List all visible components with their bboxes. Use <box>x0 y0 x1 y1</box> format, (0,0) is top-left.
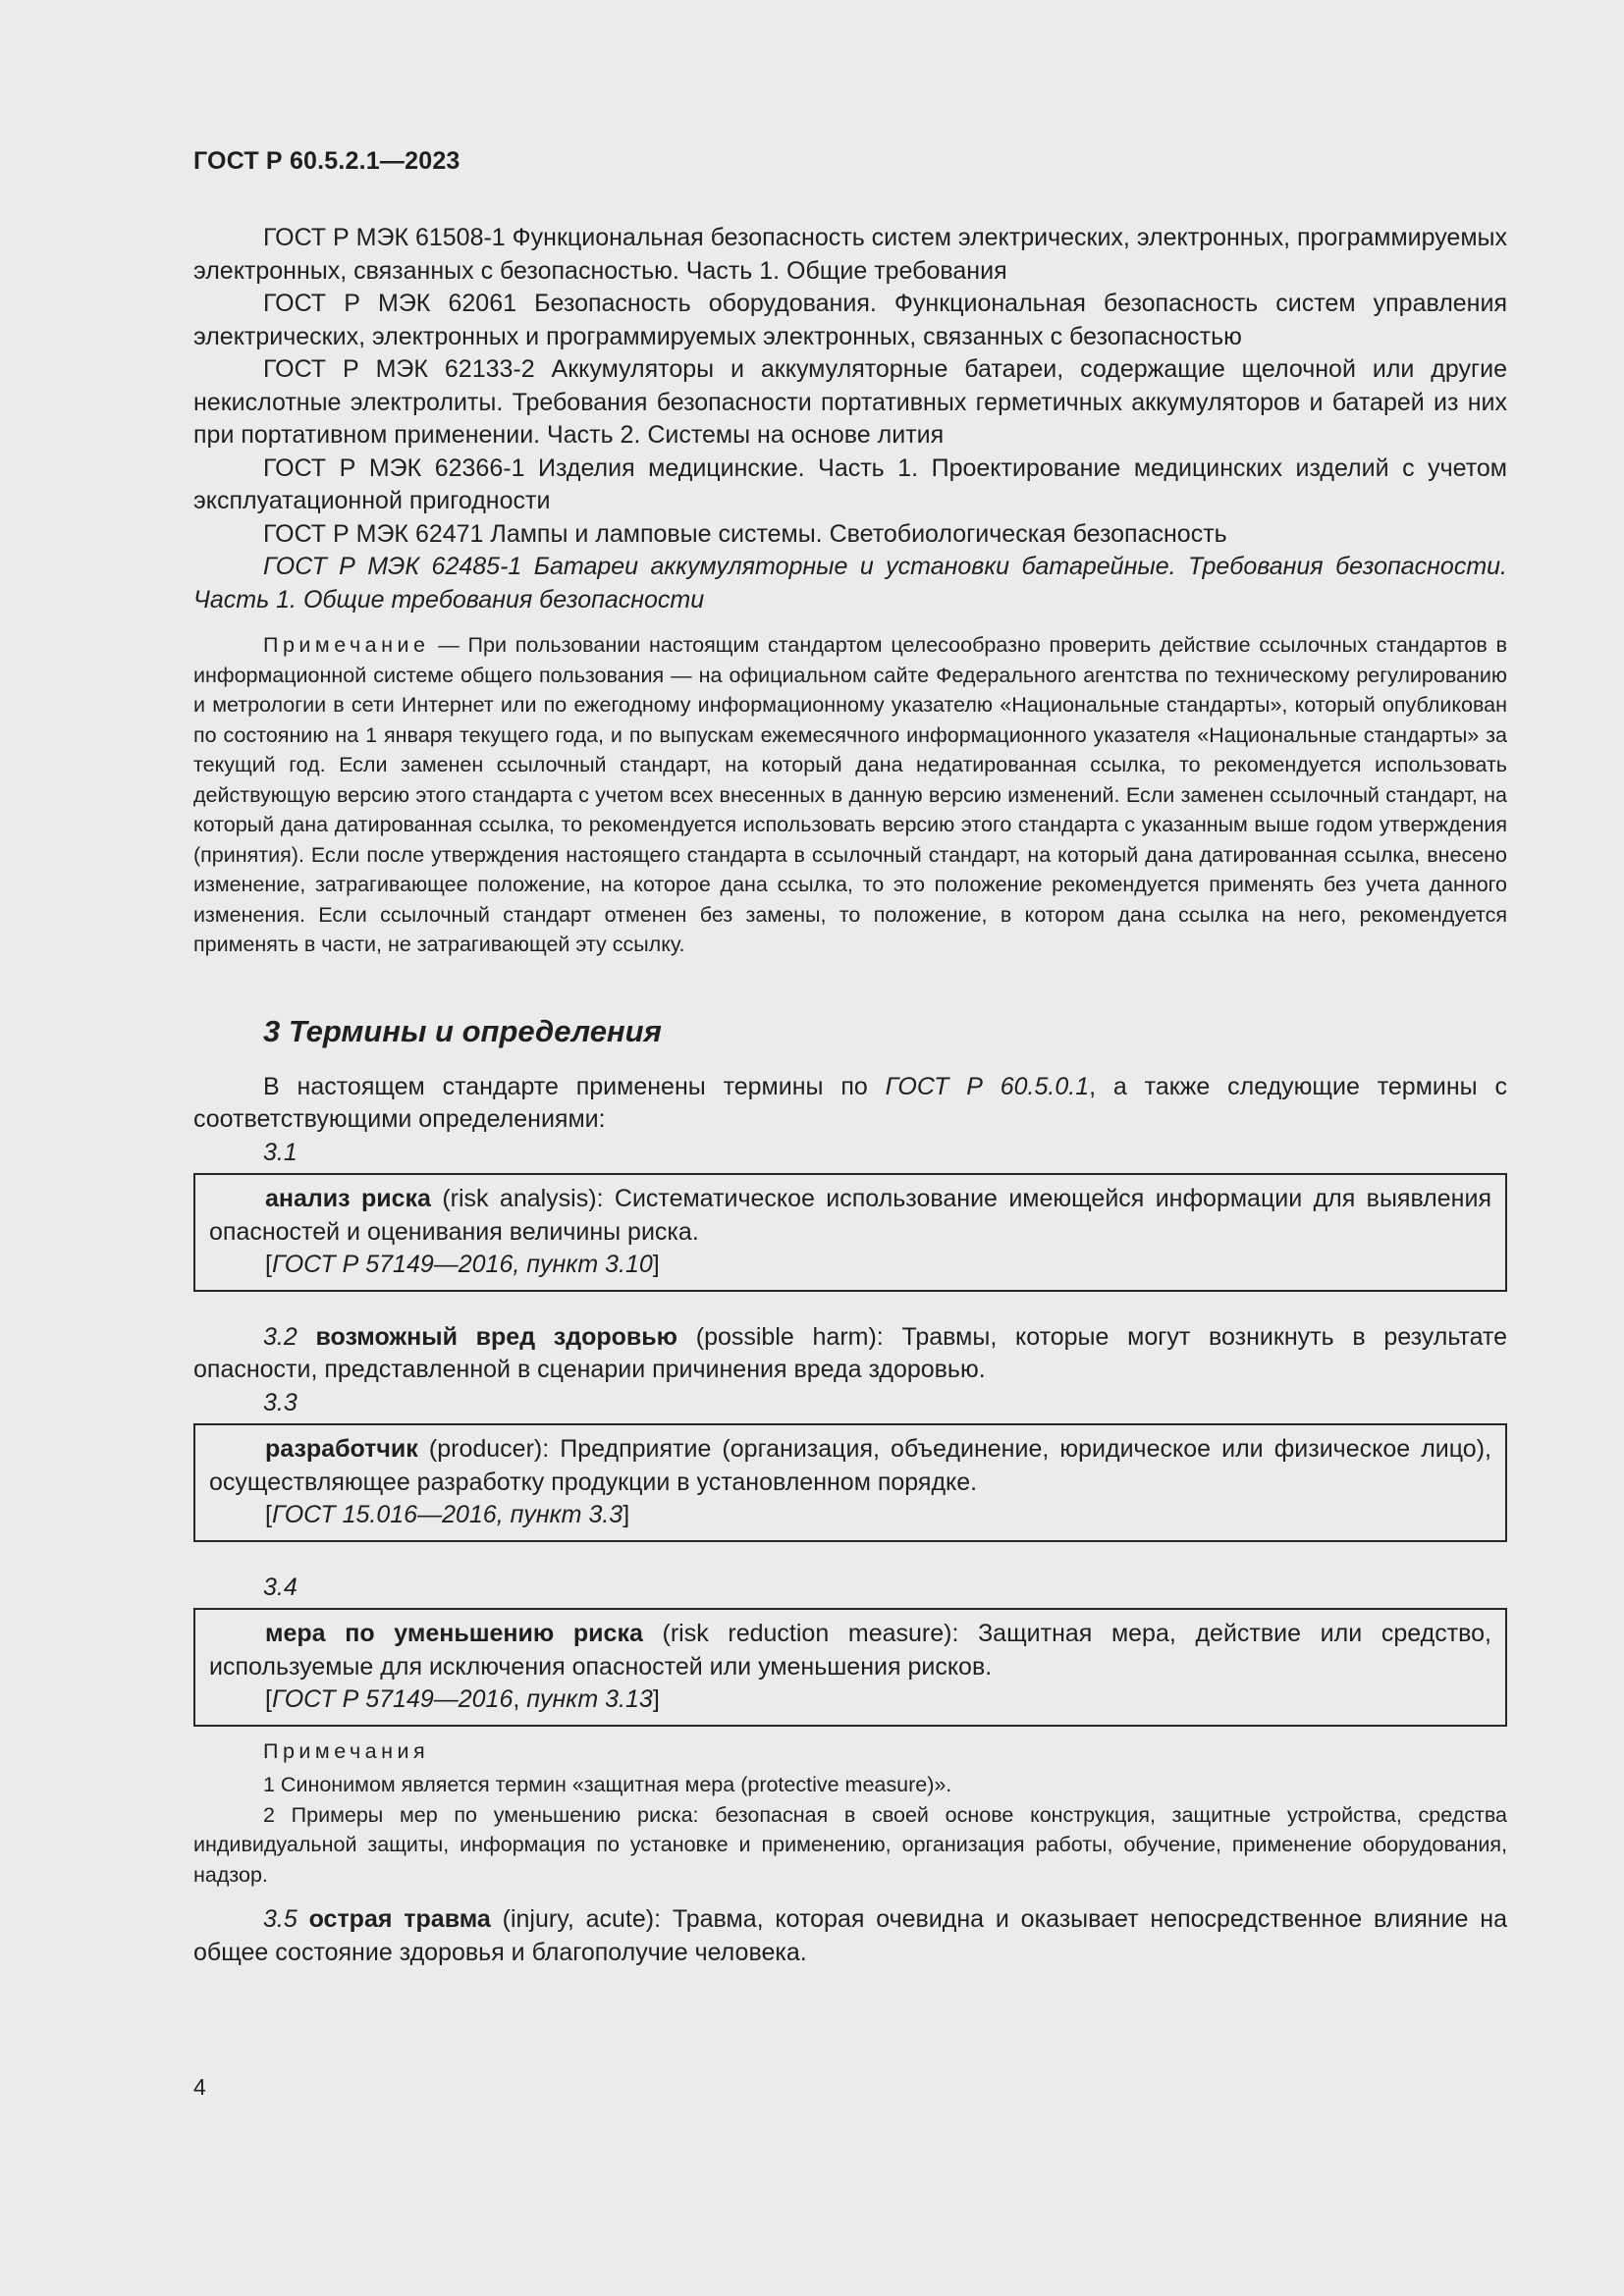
term-english: (producer): <box>417 1435 561 1463</box>
term-name: острая травма <box>308 1905 491 1933</box>
term-number: 3.4 <box>263 1573 298 1601</box>
notes-title: Примечания <box>263 1738 430 1763</box>
references-note <box>193 630 1507 960</box>
term-text: Травма, которая очевидна и оказывает непосредственное влияние на общее состояние здоровья и благополучие человека. <box>193 1905 1507 1966</box>
reference-item-italic: ГОСТ Р МЭК 62485-1 Батареи аккумуляторные и установки батарейные. Требования безопасности. Часть 1. Общие требования безопасности <box>193 553 1507 614</box>
term-source-clause: пункт 3.13 <box>526 1685 653 1713</box>
term-definition <box>209 1433 1491 1499</box>
section-intro <box>193 1071 1507 1137</box>
term-name: разработчик <box>265 1435 418 1463</box>
reference-item: ГОСТ Р МЭК 62133-2 Аккумуляторы и аккумуляторные батареи, содержащие щелочной или другие некислотные электролиты. Требования безопасности портативных герметичных аккумуляторов и батарей из них при портативном применении. Часть 2. Системы на основе лития <box>193 355 1507 449</box>
term-number: 3.5 <box>263 1905 298 1933</box>
term-text: Предприятие (организация, объединение, юридическое или физическое лицо), осуществляющее разработку продукции в установленном порядке. <box>209 1435 1491 1496</box>
term-name: мера по уменьшению риска <box>265 1620 643 1647</box>
term-english: (possible harm): <box>677 1322 902 1351</box>
term-source-ref: ГОСТ Р 57149—2016, пункт 3.10 <box>271 1251 653 1278</box>
term-number: 3.1 <box>263 1138 298 1166</box>
term-definition-unboxed <box>193 1903 1507 1969</box>
term-number: 3.3 <box>263 1388 298 1416</box>
term-source-ref: ГОСТ 15.016—2016, пункт 3.3 <box>271 1501 623 1528</box>
page-number: 4 <box>193 2074 206 2100</box>
term-source-ref: ГОСТ Р 57149—2016 <box>271 1685 514 1713</box>
term-box <box>193 1608 1507 1727</box>
note-label: Примечание <box>263 633 430 657</box>
term-source: [ГОСТ 15.016—2016, пункт 3.3] <box>265 1501 630 1528</box>
term-box <box>193 1423 1507 1542</box>
intro-text-end: , а также следующие термины с соответствующими определениями: <box>193 1072 1507 1133</box>
intro-reference: ГОСТ Р 60.5.0.1 <box>885 1072 1090 1100</box>
term-name: возможный вред здоровью <box>315 1322 678 1351</box>
term-text: Систематическое использование имеющейся информации для выявления опасностей и оценивания величины риска. <box>209 1185 1491 1246</box>
term-source: [ГОСТ Р 57149—2016, пункт 3.10] <box>265 1251 660 1278</box>
term-source-sep: , <box>513 1685 527 1713</box>
page-content <box>193 222 1507 1969</box>
section-heading: 3 Термины и определения <box>263 1013 662 1048</box>
term-english: (risk analysis): <box>430 1185 615 1212</box>
term-text: Защитная мера, действие или средство, используемые для исключения опасностей или уменьшения рисков. <box>209 1620 1491 1681</box>
term-text: Травмы, которые могут возникнуть в результате опасности, представленной в сценарии причинения вреда здоровью. <box>193 1322 1507 1383</box>
term-definition <box>209 1618 1491 1683</box>
term-source: [ГОСТ Р 57149—2016, пункт 3.13] <box>265 1685 660 1713</box>
term-definition <box>209 1183 1491 1249</box>
intro-text: В настоящем стандарте применены термины по <box>263 1072 886 1100</box>
term-english: (risk reduction measure): <box>642 1620 979 1647</box>
document-code-header: ГОСТ Р 60.5.2.1—2023 <box>193 147 460 175</box>
term-number: 3.2 <box>263 1322 298 1351</box>
note-item: 2 Примеры мер по уменьшению риска: безопасная в своей основе конструкция, защитные устройства, средства индивидуальной защиты, информация по установке и применению, организация работы, обучение, применение оборудования, надзор. <box>193 1802 1507 1887</box>
note-text: — При пользовании настоящим стандартом целесообразно проверить действие ссылочных стандартов в информационной системе общего пользования — на официальном сайте Федерального агентства по техническому регулированию и метрологии в сети Интернет или по ежегодному информационному указателю «Национальные стандарты», который опубликован по состоянию на 1 января текущего года, и по выпускам ежемесячного информационного указателя «Национальные стандарты» за текущий год. Если заменен ссылочный стандарт, на который дана недатированная ссылка, то рекомендуется использовать действующую версию этого стандарта с учетом всех внесенных в данную версию изменений. Если заменен ссылочный стандарт, на который дана датированная ссылка, то рекомендуется использовать версию этого стандарта с указанным выше годом утверждения (принятия). Если после утверждения настоящего стандарта в ссылочный стандарт, на который дана датированная ссылка, внесено изменение, затрагивающее положение, на которое дана ссылка, то это положение рекомендуется применять без учета данного изменения. Если ссылочный стандарт отменен без замены, то положение, в котором дана ссылка на него, рекомендуется применять в части, не затрагивающей эту ссылку. <box>193 633 1507 956</box>
reference-item: ГОСТ Р МЭК 62366-1 Изделия медицинские. Часть 1. Проектирование медицинских изделий с учетом эксплуатационной пригодности <box>193 454 1507 514</box>
reference-item: ГОСТ Р МЭК 62061 Безопасность оборудования. Функциональная безопасность систем управления электрических, электронных и программируемых электронных, связанных с безопасностью <box>193 290 1507 350</box>
term-definition-unboxed <box>193 1321 1507 1387</box>
note-item: 1 Синонимом является термин «защитная мера (protective measure)». <box>263 1773 952 1796</box>
term-box <box>193 1173 1507 1292</box>
reference-item: ГОСТ Р МЭК 61508-1 Функциональная безопасность систем электрических, электронных, программируемых электронных, связанных с безопасностью. Часть 1. Общие требования <box>193 224 1507 285</box>
term-english: (injury, acute): <box>490 1905 673 1933</box>
term-name: анализ риска <box>265 1185 431 1212</box>
reference-item: ГОСТ Р МЭК 62471 Лампы и ламповые системы. Светобиологическая безопасность <box>263 519 1227 548</box>
